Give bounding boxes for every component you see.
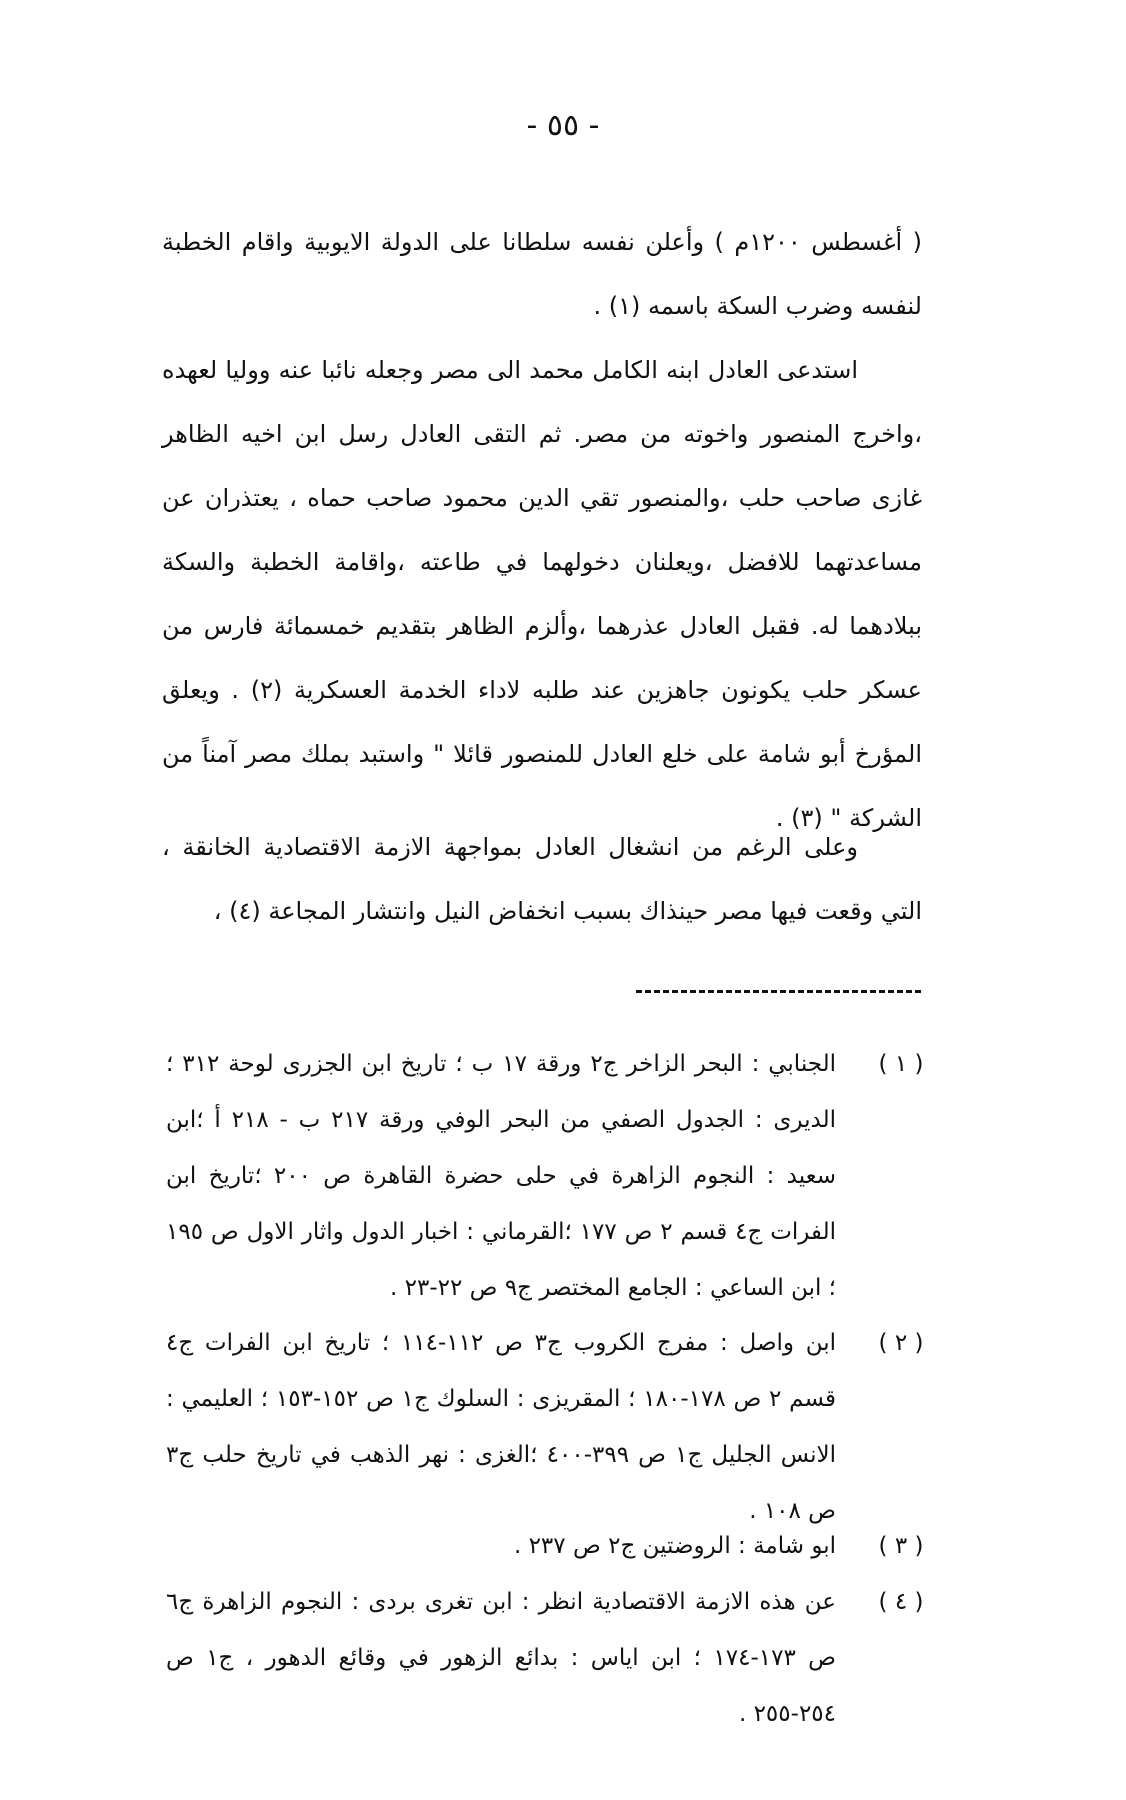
footnote-separator <box>636 990 921 993</box>
footnote-text: عن هذه الازمة الاقتصادية انظر : ابن تغرى بردى : النجوم الزاهرة ج٦ ص ١٧٣-١٧٤ ؛ ابن اياس : بدائع الزهور في وقائع الدهور ، ج١ ص ٢٥٤-٢٥٥ . <box>166 1589 836 1727</box>
footnote-text: الجنابي : البحر الزاخر ج٢ ورقة ١٧ ب ؛ تاريخ ابن الجزرى لوحة ٣١٢ ؛ الديرى : الجدول الصفي من البحر الوفي ورقة ٢١٧ ب - ٢١٨ أ ؛ابن سعيد : النجوم الزاهرة في حلى حضرة القاهرة ص ٢٠٠ ؛تاريخ ابن الفرات ج٤ قسم ٢ ص ١٧٧ ؛القرماني : اخبار الدول واثار الاول ص ١٩٥ ؛ ابن الساعي : الجامع المختصر ج٩ ص ٢٢-٢٣ . <box>166 1051 836 1301</box>
footnote-number: ( ٢ ) <box>878 1330 924 1356</box>
body-paragraph-2: استدعى العادل ابنه الكامل محمد الى مصر وجعله نائبا عنه ووليا لعهده ،واخرج المنصور واخوته من مصر. ثم التقى العادل رسل ابن اخيه الظاهر غازى صاحب حلب ،والمنصور تقي الدين محمود صاحب حماه ، يعتذران عن مساعدتهما للافضل ،ويعلنان دخولهما في طاعته ،واقامة الخطبة والسكة ببلادهما له. فقبل العادل عذرهما ،وألزم الظاهر بتقديم خمسمائة فارس من عسكر حلب يكونون جاهزين عند طلبه لاداء الخدمة العسكرية (٢) . ويعلق المؤرخ أبو شامة على خلع العادل للمنصور قائلا " واستبد بملك مصر آمناً من الشركة " (٣) . <box>162 356 923 832</box>
page-number: - ٥٥ - <box>526 108 600 143</box>
footnote-1 <box>166 1036 936 1316</box>
footnote-2 <box>166 1315 936 1539</box>
body-paragraph-1: ( أغسطس ١٢٠٠م ) وأعلن نفسه سلطانا على الدولة الايوبية واقام الخطبة لنفسه وضرب السكة باسمه (١) . <box>162 228 922 320</box>
footnote-number: ( ٤ ) <box>878 1589 924 1615</box>
footnote-text: ابو شامة : الروضتين ج٢ ص ٢٣٧ . <box>513 1533 836 1559</box>
footnote-text: ابن واصل : مفرج الكروب ج٣ ص ١١٢-١١٤ ؛ تاريخ ابن الفرات ج٤ قسم ٢ ص ١٧٨-١٨٠ ؛ المقريزى : السلوك ج١ ص ١٥٢-١٥٣ ؛ العليمي : الانس الجليل ج١ ص ٣٩٩-٤٠٠ ؛الغزى : نهر الذهب في تاريخ حلب ج٣ ص ١٠٨ . <box>166 1330 836 1524</box>
footnote-3 <box>166 1518 936 1574</box>
body-paragraph-3: وعلى الرغم من انشغال العادل بمواجهة الازمة الاقتصادية الخانقة ، التي وقعت فيها مصر حينذاك بسبب انخفاض النيل وانتشار المجاعة (٤) ، <box>162 833 922 925</box>
footnote-number: ( ٣ ) <box>878 1533 924 1559</box>
footnote-4 <box>166 1574 936 1742</box>
footnote-number: ( ١ ) <box>878 1051 924 1077</box>
